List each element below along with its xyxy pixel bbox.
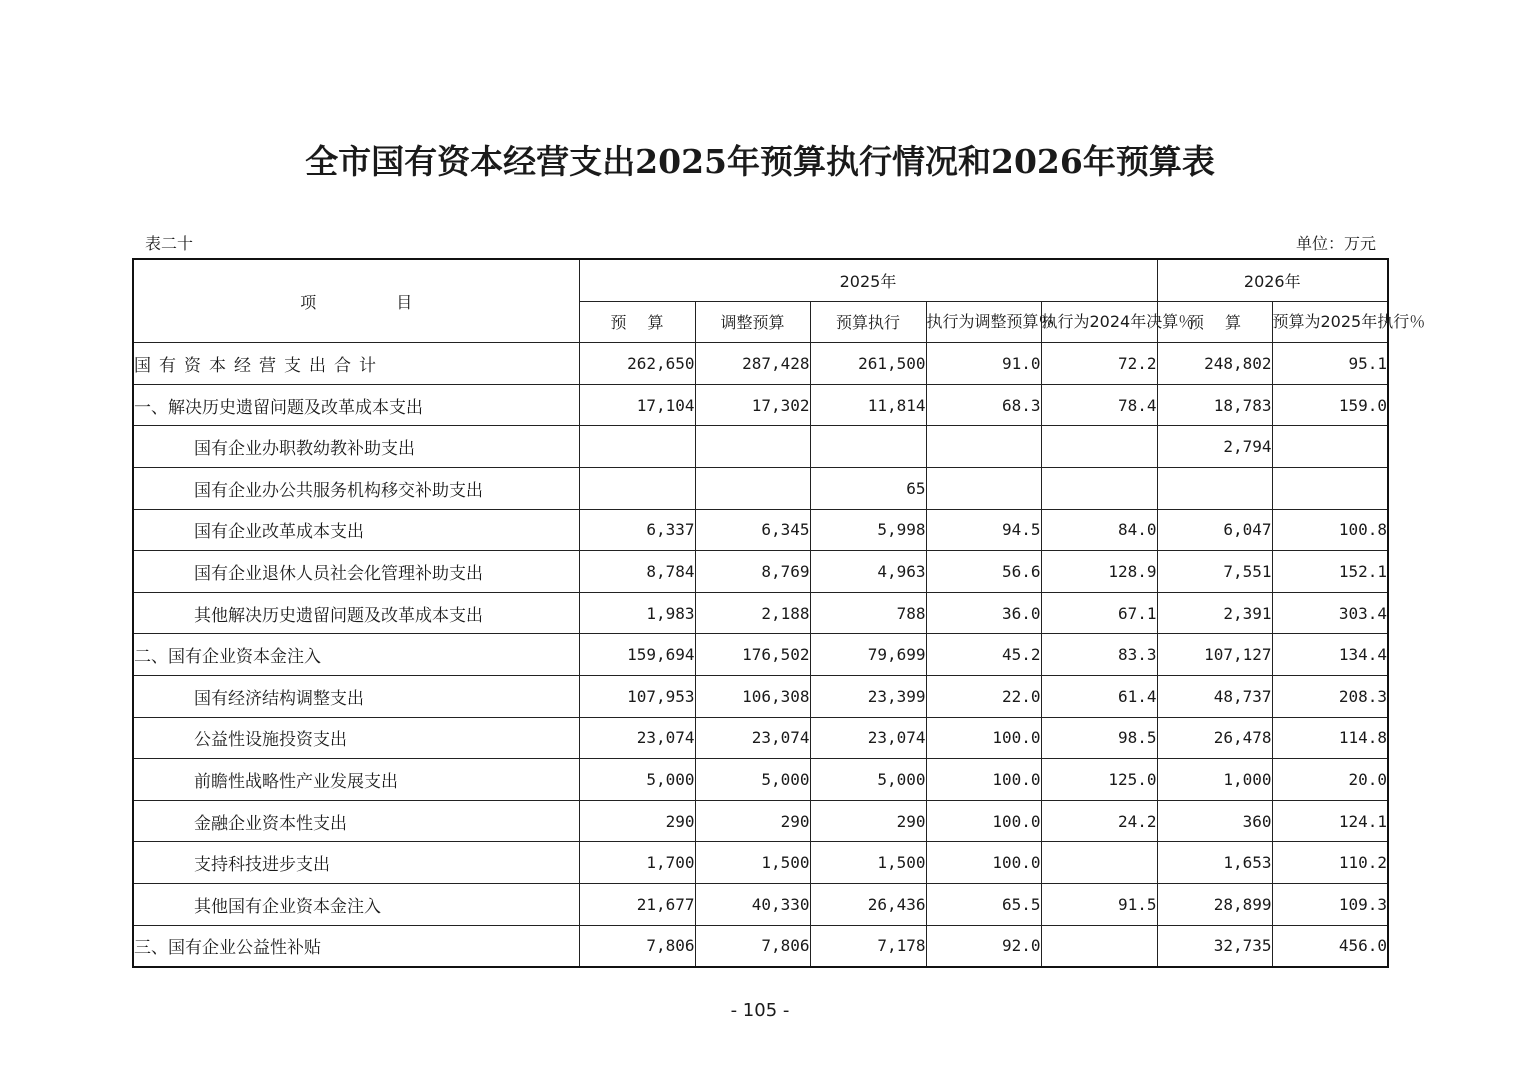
- page-title: 全市国有资本经营支出2025年预算执行情况和2026年预算表: [305, 142, 1215, 181]
- cell-value: 23,074: [695, 717, 810, 759]
- cell-value: [1272, 467, 1388, 509]
- header-year-2025: 2025年: [579, 259, 1157, 301]
- cell-value: [1157, 467, 1272, 509]
- cell-value: 1,500: [695, 842, 810, 884]
- cell-value: 1,000: [1157, 759, 1272, 801]
- row-label: 国有经济结构调整支出: [133, 675, 579, 717]
- cell-value: [579, 467, 695, 509]
- cell-value: 11,814: [810, 384, 926, 426]
- cell-value: 17,302: [695, 384, 810, 426]
- cell-value: 40,330: [695, 883, 810, 925]
- cell-value: [695, 426, 810, 468]
- cell-value: 287,428: [695, 343, 810, 385]
- cell-value: 98.5: [1041, 717, 1157, 759]
- cell-value: 7,806: [579, 925, 695, 967]
- cell-value: 7,806: [695, 925, 810, 967]
- cell-value: 176,502: [695, 634, 810, 676]
- cell-value: 21,677: [579, 883, 695, 925]
- row-label: 国有企业办职教幼教补助支出: [133, 426, 579, 468]
- cell-value: 84.0: [1041, 509, 1157, 551]
- cell-value: 114.8: [1272, 717, 1388, 759]
- cell-value: 159,694: [579, 634, 695, 676]
- cell-value: [1041, 426, 1157, 468]
- cell-value: 68.3: [926, 384, 1041, 426]
- cell-value: 28,899: [1157, 883, 1272, 925]
- cell-value: [926, 426, 1041, 468]
- cell-value: 6,047: [1157, 509, 1272, 551]
- cell-value: 23,399: [810, 675, 926, 717]
- table-row: [133, 343, 1388, 385]
- cell-value: 1,500: [810, 842, 926, 884]
- table-row: [133, 467, 1388, 509]
- budget-table: [132, 258, 1426, 968]
- page-number: - 105 -: [730, 1000, 790, 1021]
- cell-value: 134.4: [1272, 634, 1388, 676]
- cell-value: 91.0: [926, 343, 1041, 385]
- table-header: [133, 259, 1426, 343]
- cell-value: 261,500: [810, 343, 926, 385]
- cell-value: 110.2: [1272, 842, 1388, 884]
- cell-value: 26,478: [1157, 717, 1272, 759]
- cell-value: 94.5: [926, 509, 1041, 551]
- cell-value: 65.5: [926, 883, 1041, 925]
- row-label: 公益性设施投资支出: [133, 717, 579, 759]
- table-row: [133, 717, 1388, 759]
- row-label: 三、国有企业公益性补贴: [133, 925, 579, 967]
- cell-value: 5,998: [810, 509, 926, 551]
- cell-value: 100.0: [926, 717, 1041, 759]
- cell-value: 7,178: [810, 925, 926, 967]
- cell-value: 788: [810, 592, 926, 634]
- cell-value: 456.0: [1272, 925, 1388, 967]
- cell-value: 107,953: [579, 675, 695, 717]
- cell-value: 32,735: [1157, 925, 1272, 967]
- cell-value: [1272, 426, 1388, 468]
- cell-value: 124.1: [1272, 800, 1388, 842]
- table-label: 表二十: [145, 234, 194, 253]
- cell-value: 72.2: [1041, 343, 1157, 385]
- cell-value: 6,345: [695, 509, 810, 551]
- cell-value: 248,802: [1157, 343, 1272, 385]
- header-col-budget: 预 算: [579, 301, 695, 343]
- cell-value: 17,104: [579, 384, 695, 426]
- table-row: [133, 883, 1388, 925]
- header-col-exec-vs-2024: 执行为2024年决算％: [1041, 301, 1157, 343]
- cell-value: 4,963: [810, 551, 926, 593]
- table-body: [133, 343, 1388, 967]
- cell-value: 2,391: [1157, 592, 1272, 634]
- cell-value: 290: [810, 800, 926, 842]
- row-label: 国有企业改革成本支出: [133, 509, 579, 551]
- cell-value: 56.6: [926, 551, 1041, 593]
- table-row: [133, 675, 1388, 717]
- cell-value: 8,784: [579, 551, 695, 593]
- cell-value: 23,074: [810, 717, 926, 759]
- cell-value: 78.4: [1041, 384, 1157, 426]
- row-label: 其他解决历史遗留问题及改革成本支出: [133, 592, 579, 634]
- cell-value: [1041, 842, 1157, 884]
- cell-value: 65: [810, 467, 926, 509]
- row-label: 国有企业退休人员社会化管理补助支出: [133, 551, 579, 593]
- table-row: [133, 509, 1388, 551]
- cell-value: 5,000: [810, 759, 926, 801]
- cell-value: 107,127: [1157, 634, 1272, 676]
- cell-value: 67.1: [1041, 592, 1157, 634]
- table-row: [133, 634, 1388, 676]
- header-col-adjusted: 调整预算: [695, 301, 810, 343]
- header-year-2026: 2026年: [1157, 259, 1388, 301]
- header-item: 项 目: [133, 259, 579, 343]
- cell-value: 2,794: [1157, 426, 1272, 468]
- cell-value: 18,783: [1157, 384, 1272, 426]
- cell-value: 79,699: [810, 634, 926, 676]
- header-col-exec-vs-adjusted: 执行为调整预算％: [926, 301, 1041, 343]
- cell-value: 92.0: [926, 925, 1041, 967]
- row-label: 国有企业办公共服务机构移交补助支出: [133, 467, 579, 509]
- cell-value: 6,337: [579, 509, 695, 551]
- cell-value: 159.0: [1272, 384, 1388, 426]
- cell-value: 360: [1157, 800, 1272, 842]
- table-row: [133, 759, 1388, 801]
- header-col-budget-vs-2025: 预算为2025年执行％: [1272, 301, 1388, 343]
- cell-value: 100.0: [926, 759, 1041, 801]
- cell-value: [695, 467, 810, 509]
- row-label: 金融企业资本性支出: [133, 800, 579, 842]
- cell-value: [579, 426, 695, 468]
- cell-value: 1,700: [579, 842, 695, 884]
- row-label: 二、国有企业资本金注入: [133, 634, 579, 676]
- cell-value: 2,188: [695, 592, 810, 634]
- cell-value: 91.5: [1041, 883, 1157, 925]
- cell-value: 100.8: [1272, 509, 1388, 551]
- cell-value: [1041, 925, 1157, 967]
- cell-value: 303.4: [1272, 592, 1388, 634]
- cell-value: 100.0: [926, 800, 1041, 842]
- table-row: [133, 842, 1388, 884]
- cell-value: 26,436: [810, 883, 926, 925]
- header-col-budget-2026: 预 算: [1157, 301, 1272, 343]
- cell-value: 128.9: [1041, 551, 1157, 593]
- cell-value: 1,983: [579, 592, 695, 634]
- cell-value: 95.1: [1272, 343, 1388, 385]
- row-label: 支持科技进步支出: [133, 842, 579, 884]
- cell-value: 36.0: [926, 592, 1041, 634]
- header-col-executed: 预算执行: [810, 301, 926, 343]
- cell-value: 8,769: [695, 551, 810, 593]
- cell-value: 290: [579, 800, 695, 842]
- cell-value: 106,308: [695, 675, 810, 717]
- cell-value: 125.0: [1041, 759, 1157, 801]
- cell-value: 262,650: [579, 343, 695, 385]
- cell-value: 83.3: [1041, 634, 1157, 676]
- unit-label: 单位：万元: [1295, 234, 1376, 253]
- cell-value: 152.1: [1272, 551, 1388, 593]
- cell-value: 290: [695, 800, 810, 842]
- cell-value: 100.0: [926, 842, 1041, 884]
- cell-value: [810, 426, 926, 468]
- table-row: [133, 925, 1388, 967]
- cell-value: 61.4: [1041, 675, 1157, 717]
- cell-value: 23,074: [579, 717, 695, 759]
- cell-value: 20.0: [1272, 759, 1388, 801]
- table-row: [133, 426, 1388, 468]
- cell-value: 24.2: [1041, 800, 1157, 842]
- table-row: [133, 592, 1388, 634]
- row-label: 一、解决历史遗留问题及改革成本支出: [133, 384, 579, 426]
- table-row: [133, 384, 1388, 426]
- cell-value: 5,000: [579, 759, 695, 801]
- cell-value: [926, 467, 1041, 509]
- row-label: 其他国有企业资本金注入: [133, 883, 579, 925]
- cell-value: 208.3: [1272, 675, 1388, 717]
- cell-value: 1,653: [1157, 842, 1272, 884]
- cell-value: [1041, 467, 1157, 509]
- table-row: [133, 800, 1388, 842]
- cell-value: 48,737: [1157, 675, 1272, 717]
- table-row: [133, 551, 1388, 593]
- cell-value: 7,551: [1157, 551, 1272, 593]
- row-label: 国有资本经营支出合计: [133, 343, 579, 385]
- row-label: 前瞻性战略性产业发展支出: [133, 759, 579, 801]
- cell-value: 22.0: [926, 675, 1041, 717]
- cell-value: 5,000: [695, 759, 810, 801]
- cell-value: 109.3: [1272, 883, 1388, 925]
- cell-value: 45.2: [926, 634, 1041, 676]
